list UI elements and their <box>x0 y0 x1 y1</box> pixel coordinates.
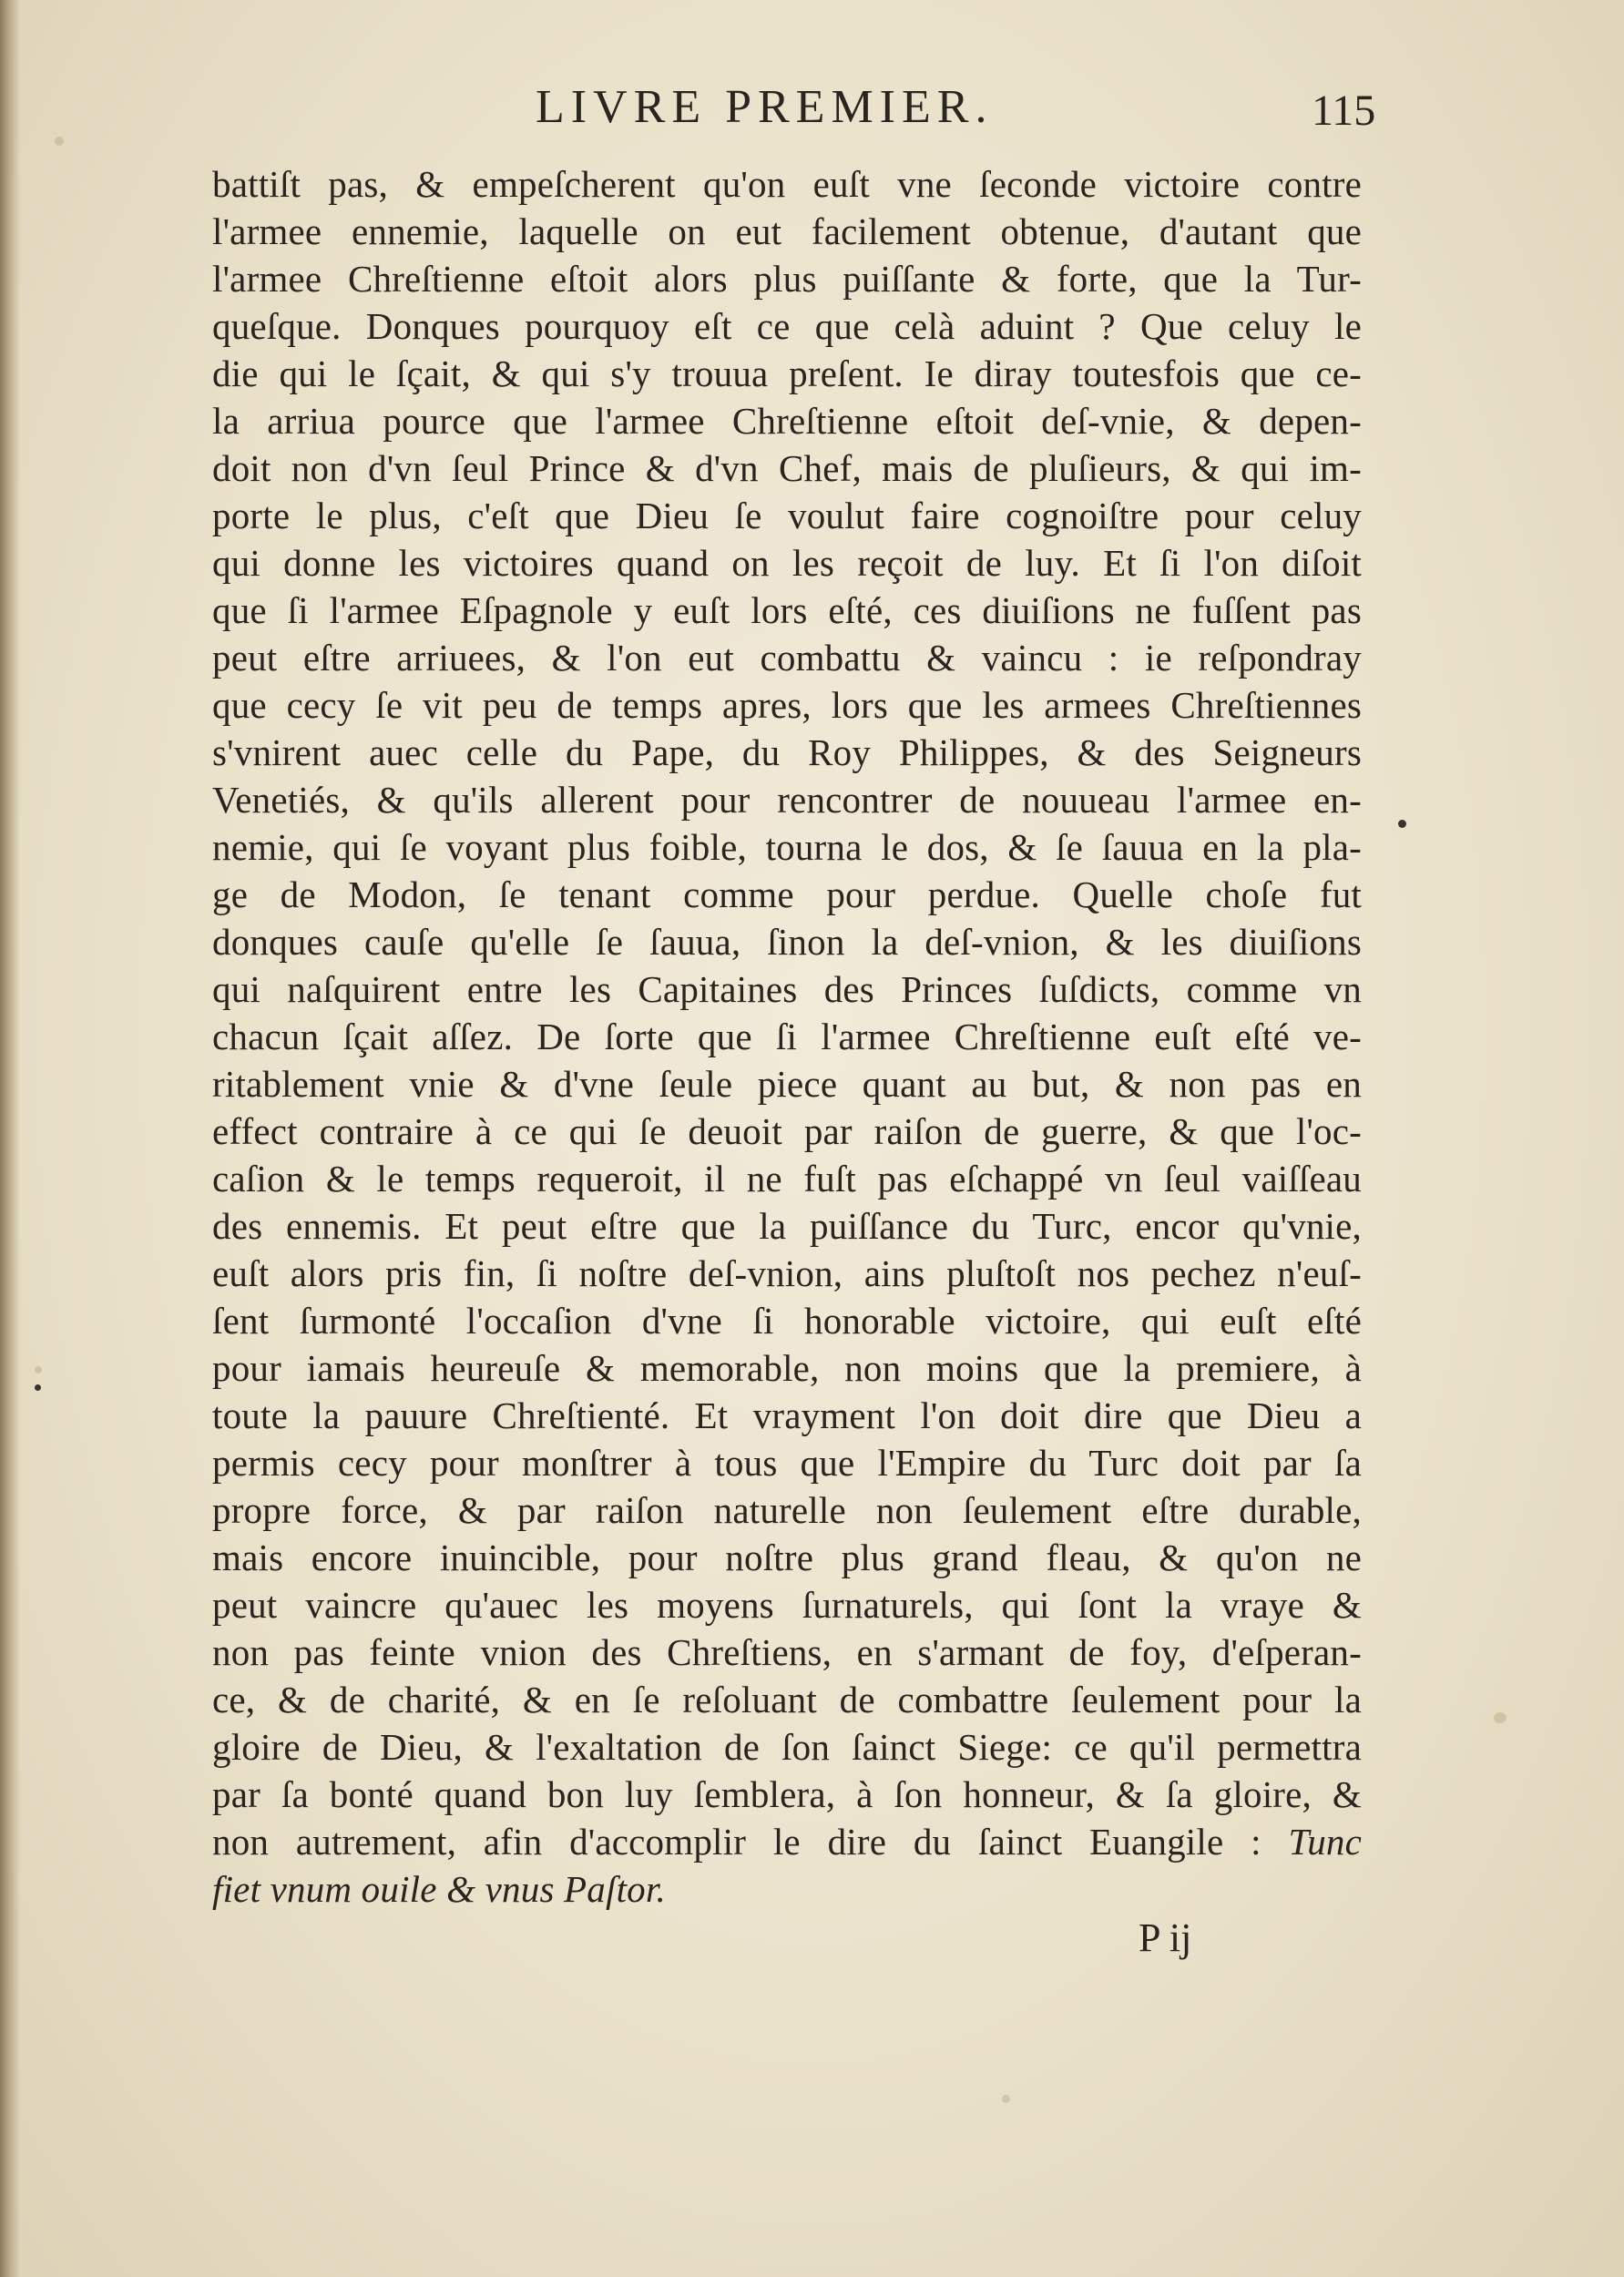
text-line: effect contraire à ce qui ſe deuoit par raiſon de guerre, & que l'oc- <box>212 1110 1362 1152</box>
text-line: qui naſquirent entre les Capitaines des Princes ſuſdicts, comme vn <box>212 968 1362 1010</box>
text-line: peut eſtre arriuees, & l'on eut combattu & vaincu : ie reſpondray <box>212 637 1362 679</box>
text-line-with-quote <box>212 1818 1362 1865</box>
text-line: die qui le ſçait, & qui s'y trouua preſent. Ie diray toutesfois que ce- <box>212 352 1362 394</box>
text-line: peut vaincre qu'auec les moyens ſurnaturels, qui ſont la vraye & <box>212 1584 1362 1626</box>
text-line: par ſa bonté quand bon luy ſemblera, à ſon honneur, & ſa gloire, & <box>212 1773 1362 1815</box>
text-line: non pas feinte vnion des Chreſtiens, en s'armant de foy, d'eſperan- <box>212 1631 1362 1673</box>
page-gutter <box>0 0 20 2277</box>
text-line: ritablement vnie & d'vne ſeule piece quant au but, & non pas en <box>212 1063 1362 1105</box>
text-line: queſque. Donques pourquoy eſt ce que celà aduint ? Que celuy le <box>212 305 1362 347</box>
text-line: mais encore inuincible, pour noſtre plus grand fleau, & qu'on ne <box>212 1537 1362 1578</box>
ink-dot <box>35 1384 41 1391</box>
text-line: donques cauſe qu'elle ſe ſauua, ſinon la deſ-vnion, & les diuiſions <box>212 921 1362 963</box>
page-header <box>0 80 1624 153</box>
text-line: battiſt pas, & empeſcherent qu'on euſt vne ſeconde victoire contre <box>212 163 1362 205</box>
text-line: la arriua pource que l'armee Chreſtienne eſtoit deſ-vnie, & depen- <box>212 400 1362 442</box>
running-title: LIVRE PREMIER. <box>536 81 994 133</box>
text-line: permis cecy pour monſtrer à tous que l'Empire du Turc doit par ſa <box>212 1442 1362 1484</box>
body-text <box>212 160 1362 1913</box>
text-line: ge de Modon, ſe tenant comme pour perdue. Quelle choſe fut <box>212 873 1362 915</box>
signature-mark: P ij <box>1139 1915 1192 1960</box>
text-line: l'armee Chreſtienne eſtoit alors plus puiſſante & forte, que la Tur- <box>212 258 1362 300</box>
text-line: nemie, qui ſe voyant plus foible, tourna le dos, & ſe ſauua en la pla- <box>212 826 1362 868</box>
text-line: s'vnirent auec celle du Pape, du Roy Philippes, & des Seigneurs <box>212 731 1362 773</box>
page-number: 115 <box>1312 87 1376 135</box>
text-line: qui donne les victoires quand on les reçoit de luy. Et ſi l'on diſoit <box>212 542 1362 584</box>
text-line: des ennemis. Et peut eſtre que la puiſſance du Turc, encor qu'vnie, <box>212 1205 1362 1247</box>
ink-dot <box>1398 820 1406 828</box>
text-line-content: non autrement, afin d'accomplir le dire du ſainct Euangile : <box>212 1821 1261 1863</box>
foxing-spot <box>35 1366 42 1373</box>
text-line: que cecy ſe vit peu de temps apres, lors que les armees Chreſtiennes <box>212 684 1362 726</box>
text-line: ce, & de charité, & en ſe reſoluant de combattre ſeulement pour la <box>212 1679 1362 1721</box>
text-line: ſent ſurmonté l'occaſion d'vne ſi honorable victoire, qui euſt eſté <box>212 1300 1362 1342</box>
text-line: toute la pauure Chreſtienté. Et vrayment l'on doit dire que Dieu a <box>212 1394 1362 1436</box>
text-line: porte le plus, c'eſt que Dieu ſe voulut faire cognoiſtre pour celuy <box>212 495 1362 536</box>
latin-quote-start: Tunc <box>1288 1821 1363 1863</box>
foxing-spot <box>1002 2095 1010 2103</box>
text-line: doit non d'vn ſeul Prince & d'vn Chef, mais de pluſieurs, & qui im- <box>212 447 1362 489</box>
text-line: gloire de Dieu, & l'exaltation de ſon ſainct Siege: ce qu'il permettra <box>212 1726 1362 1768</box>
text-line: que ſi l'armee Eſpagnole y euſt lors eſté, ces diuiſions ne fuſſent pas <box>212 589 1362 631</box>
text-line: caſion & le temps requeroit, il ne fuſt pas eſchappé vn ſeul vaiſſeau <box>212 1158 1362 1200</box>
text-line: l'armee ennemie, laquelle on eut facilement obtenue, d'autant que <box>212 210 1362 252</box>
text-line: Venetiés, & qu'ils allerent pour rencontrer de nouueau l'armee en- <box>212 779 1362 821</box>
text-line: euſt alors pris fin, ſi noſtre deſ-vnion, ains pluſtoſt nos pechez n'euſ- <box>212 1252 1362 1294</box>
text-line: pour iamais heureuſe & memorable, non moins que la premiere, à <box>212 1347 1362 1389</box>
text-line: propre force, & par raiſon naturelle non ſeulement eſtre durable, <box>212 1489 1362 1531</box>
foxing-spot <box>1494 1712 1507 1723</box>
latin-quote-end: fiet vnum ouile & vnus Paſtor. <box>212 1868 666 1910</box>
text-line: chacun ſçait aſſez. De ſorte que ſi l'armee Chreſtienne euſt eſté ve- <box>212 1016 1362 1057</box>
